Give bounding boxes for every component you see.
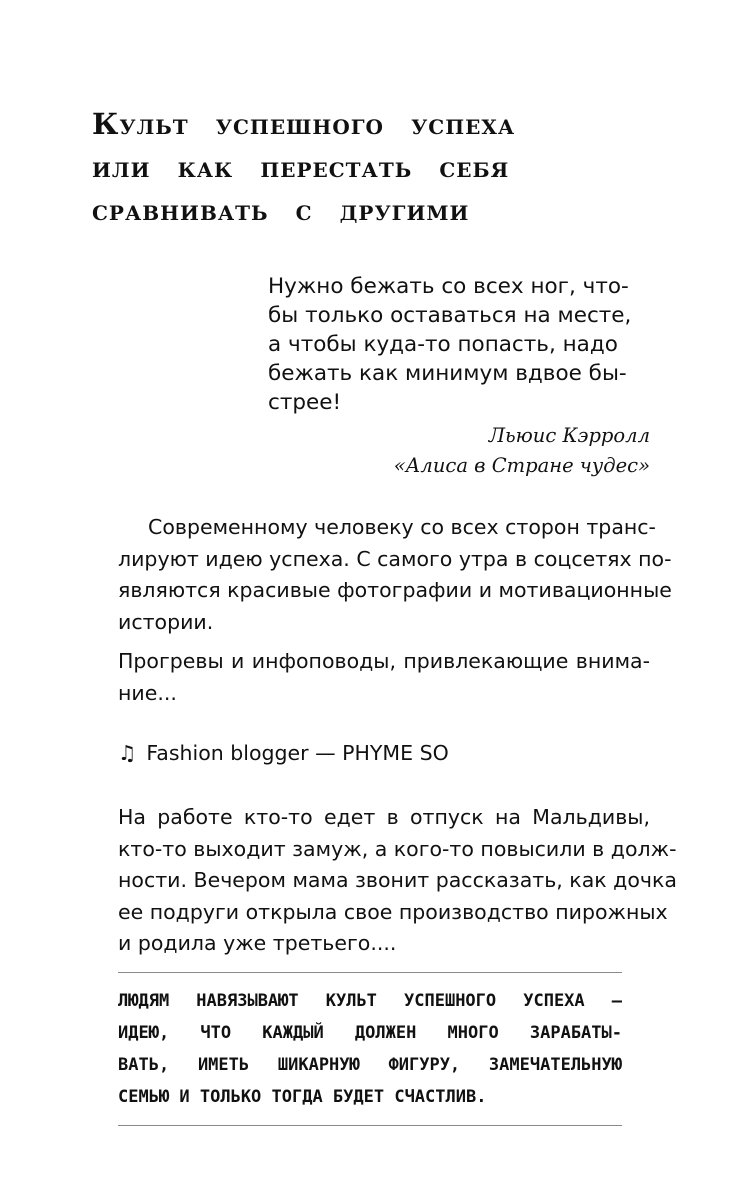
pull-quote-top-rule xyxy=(118,972,622,973)
paragraph xyxy=(118,802,677,960)
epigraph-quote xyxy=(268,272,650,417)
epigraph-author: Льюис Кэрролл xyxy=(488,424,650,447)
pull-quote-line: ИДЕЮ, ЧТО КАЖДЫЙ ДОЛЖЕН МНОГО ЗАРАБАТЫ- xyxy=(118,1023,622,1043)
epigraph-line: бежать как минимум вдвое бы- xyxy=(268,361,627,386)
paragraph-line: ее подруги открыла свое производство пирожных xyxy=(118,899,668,924)
paragraph-line: Современному человеку со всех сторон транс- xyxy=(148,515,656,539)
chapter-title-line: или как перестать себя xyxy=(92,150,510,184)
pull-quote-text xyxy=(118,985,622,1113)
epigraph xyxy=(268,272,650,481)
epigraph-line: Нужно бежать со всех ног, что- xyxy=(268,274,629,299)
epigraph-source: «Алиса в Стране чудес» xyxy=(393,454,650,477)
music-note-icon: ♫ xyxy=(118,741,137,765)
epigraph-line: бы только оставаться на месте, xyxy=(268,303,632,328)
pull-quote xyxy=(118,972,622,1126)
pull-quote-line: ЛЮДЯМ НАВЯЗЫВАЮТ КУЛЬТ УСПЕШНОГО УСПЕХА — xyxy=(118,991,622,1011)
epigraph-line: стрее! xyxy=(268,390,342,415)
paragraph-line: лируют идею успеха. С самого утра в соцсетях по- xyxy=(118,546,672,571)
paragraph-line: ние... xyxy=(118,680,177,705)
pull-quote-line: СЕМЬЮ И ТОЛЬКО ТОГДА БУДЕТ СЧАСТЛИВ. xyxy=(118,1087,487,1107)
paragraph-line: являются красивые фотографии и мотивационные xyxy=(118,578,672,602)
paragraph xyxy=(118,512,672,638)
epigraph-line: а чтобы куда-то попасть, надо xyxy=(268,332,618,357)
paragraph xyxy=(118,646,650,709)
paragraph-line: Прогревы и инфоповоды, привлекающие внима- xyxy=(118,649,650,673)
paragraph-line: ности. Вечером мама звонит рассказать, как дочка xyxy=(118,868,677,892)
music-track-label: Fashion blogger — PHYME SO xyxy=(146,741,449,765)
music-track xyxy=(118,738,449,770)
paragraph-line: На работе кто-то едет в отпуск на Мальдивы, xyxy=(118,805,650,829)
paragraph-line: истории. xyxy=(118,609,214,634)
chapter-title-line: сравнивать с другими xyxy=(92,193,470,227)
chapter-title xyxy=(92,103,562,232)
chapter-title-line: Культ успешного успеха xyxy=(92,107,516,141)
paragraph-line: кто-то выходит замуж, а кого-то повысили в долж- xyxy=(118,836,677,861)
paragraph-line: и родила уже третьего.... xyxy=(118,931,397,955)
pull-quote-line: ВАТЬ, ИМЕТЬ ШИКАРНУЮ ФИГУРУ, ЗАМЕЧАТЕЛЬНУЮ xyxy=(118,1055,622,1075)
pull-quote-bottom-rule xyxy=(118,1125,622,1126)
